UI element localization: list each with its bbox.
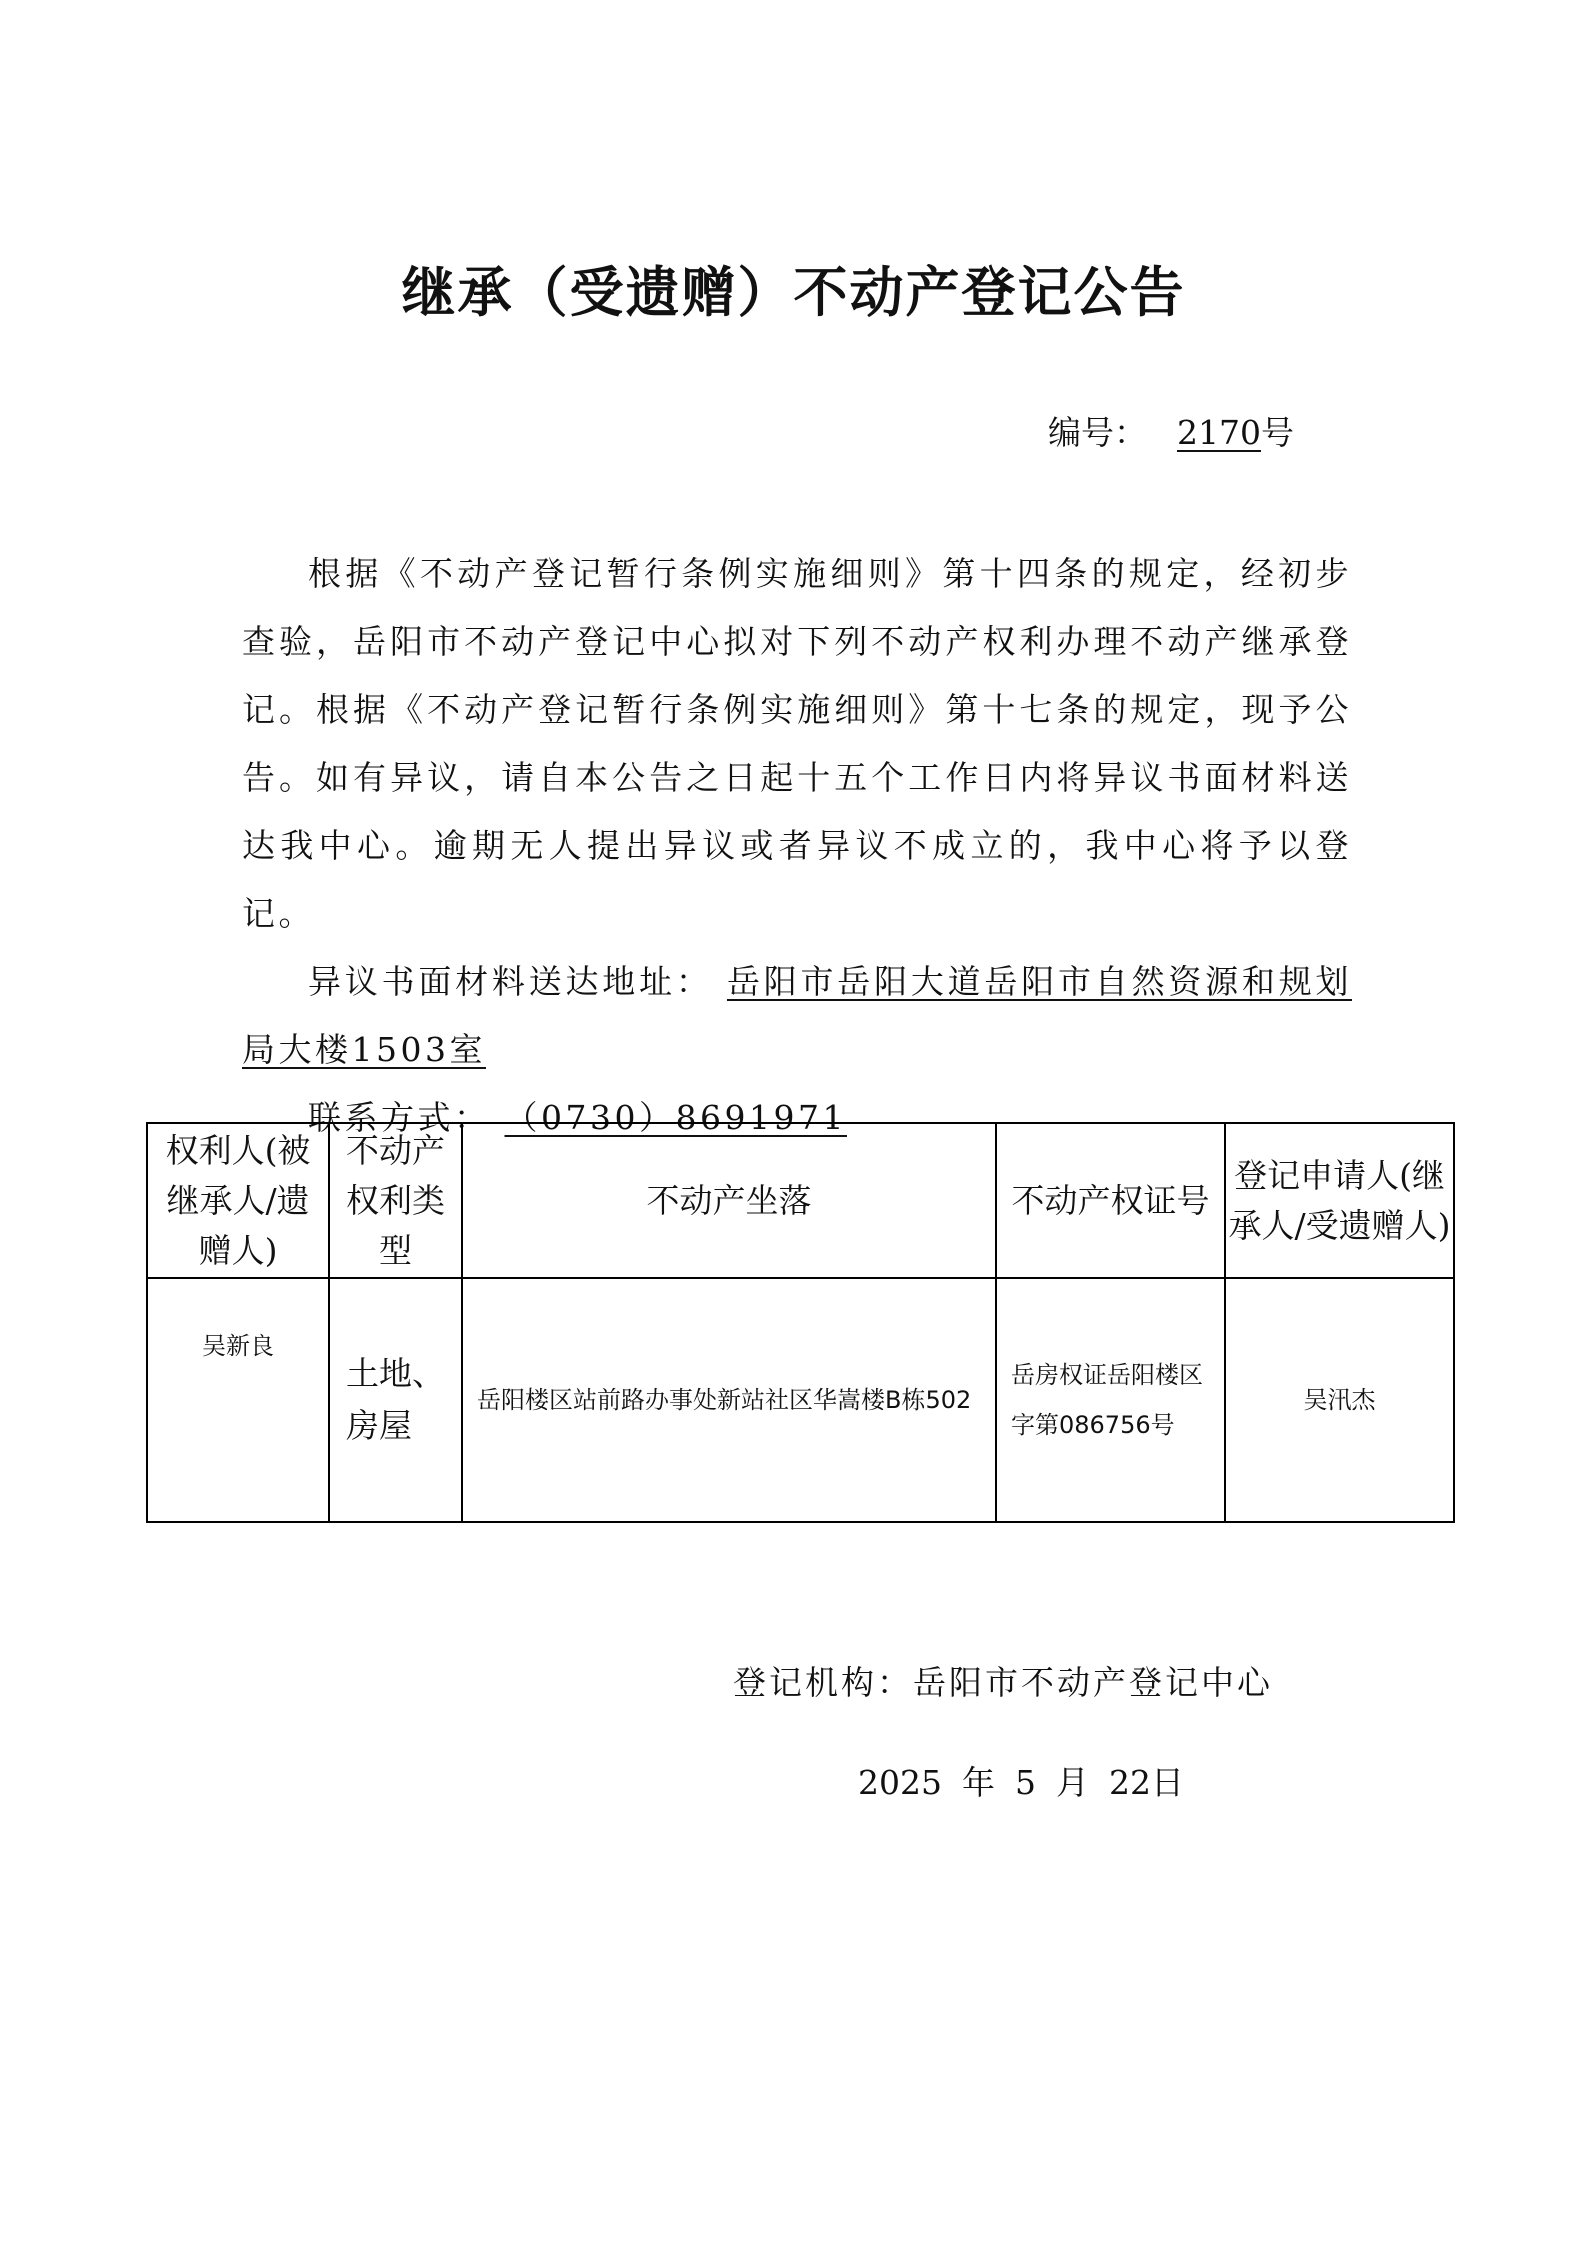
registration-authority [733,1658,1273,1708]
date-day: 22 [1108,1763,1151,1802]
document-number-label: 编号： [1048,413,1147,452]
cell-location: 岳阳楼区站前路办事处新站社区华嵩楼B栋502 [462,1278,996,1522]
notice-paragraph: 根据《不动产登记暂行条例实施细则》第十四条的规定，经初步查验，岳阳市不动产登记中心拟对下列不动产权利办理不动产继承登记。根据《不动产登记暂行条例实施细则》第十七条的规定，现予公告。如有异议，请自本公告之日起十五个工作日内将异议书面材料送达我中心。逾期无人提出异议或者异议不成立的，我中心将予以登记。 [242,554,1352,933]
date-month-unit: 月 [1055,1763,1089,1802]
notice-date [858,1758,1184,1808]
address-line [242,948,1352,1084]
document-number-value: 2170 [1177,413,1261,452]
header-holder: 权利人(被继承人/遗赠人) [147,1123,329,1278]
address-value: 岳阳市岳阳大道岳阳市自然资源和规划局大楼1503室 [242,962,1353,1069]
document-number-suffix: 号 [1260,413,1294,452]
date-day-unit: 日 [1150,1763,1184,1802]
header-location: 不动产坐落 [462,1123,996,1278]
address-label: 异议书面材料送达地址： [308,962,713,1001]
date-month: 5 [1014,1763,1036,1802]
table-row [147,1278,1454,1522]
notice-body [242,540,1352,1152]
cell-right-type: 土地、房屋 [329,1278,462,1522]
registration-table [146,1122,1455,1523]
authority-label: 登记机构： [733,1663,913,1702]
contact-value: （0730）8691971 [504,1098,847,1137]
authority-name: 岳阳市不动产登记中心 [913,1663,1273,1702]
header-applicant: 登记申请人(继承人/受遗赠人) [1225,1123,1454,1278]
contact-label: 联系方式： [308,1098,491,1137]
date-year: 2025 [858,1763,942,1802]
registration-table-wrapper [146,1122,1455,1523]
cell-applicant: 吴汛杰 [1225,1278,1454,1522]
page-title: 继承（受遗赠）不动产登记公告 [401,261,1186,324]
table-header-row [147,1123,1454,1278]
header-right-type: 不动产权利类型 [329,1123,462,1278]
header-certificate: 不动产权证号 [996,1123,1225,1278]
cell-holder: 吴新良 [147,1278,329,1522]
document-number [1048,408,1294,458]
date-year-unit: 年 [961,1763,995,1802]
cell-certificate: 岳房权证岳阳楼区字第086756号 [996,1278,1225,1522]
